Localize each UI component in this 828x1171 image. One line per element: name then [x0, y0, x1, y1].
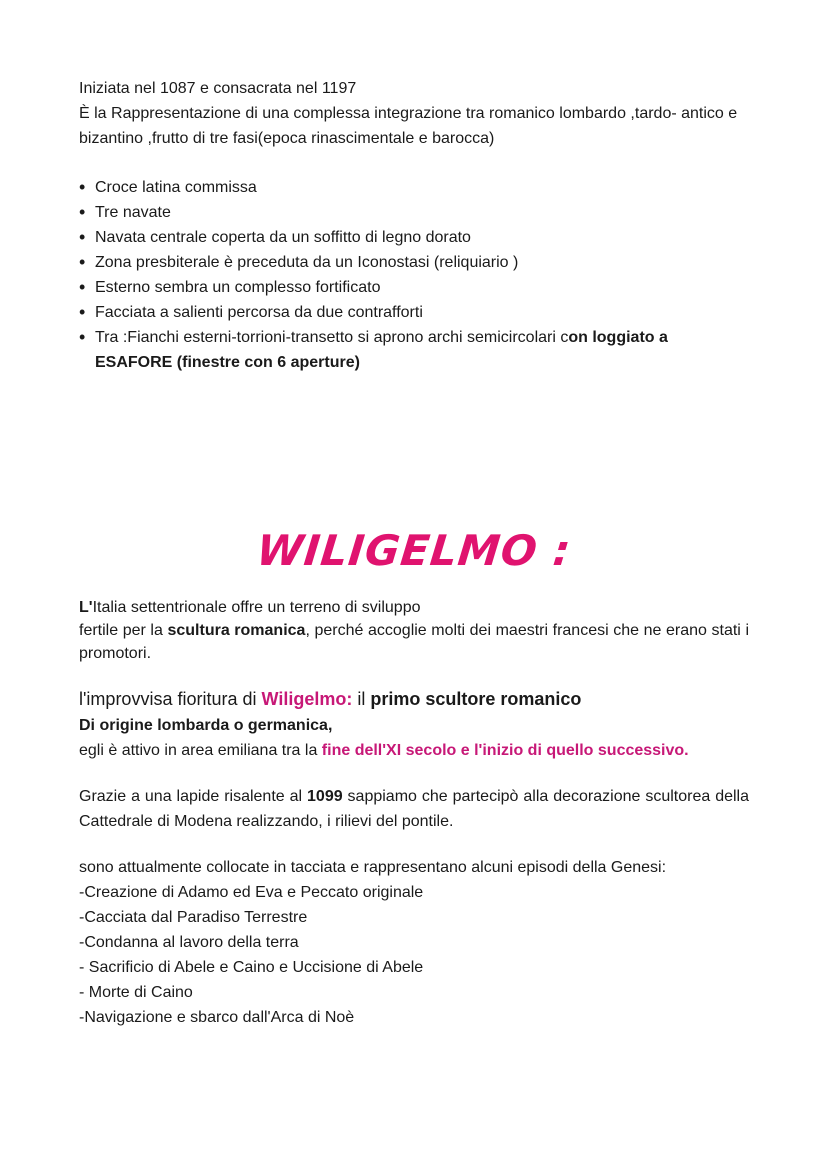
intro-paragraph: [79, 76, 749, 151]
intro-section: [79, 76, 749, 375]
feature-list: [79, 175, 749, 375]
text: il: [352, 689, 371, 709]
origin-text: Di origine lombarda o germanica,: [79, 717, 333, 734]
paragraph-italia: [79, 596, 749, 665]
list-item: -Cacciata dal Paradiso Terrestre: [79, 909, 308, 926]
paragraph-genesi: [79, 855, 749, 1030]
wiligelmo-section: [79, 596, 749, 1030]
intro-line-1: Iniziata nel 1087 e consacrata nel 1197: [79, 80, 357, 97]
list-item: • Facciata a salienti percorsa da due contrafforti: [79, 300, 749, 325]
bold-text: primo scultore romanico: [370, 689, 582, 709]
section-heading: WILIGELMO :: [254, 526, 574, 575]
paragraph-fioritura: [79, 687, 749, 763]
text: Grazie a una lapide risalente al: [79, 788, 308, 805]
list-item-text: Tra :Fianchi esterni-torrioni-transetto si aprono archi semicircolari c: [95, 329, 569, 346]
list-item: [79, 325, 749, 375]
highlight-period: fine dell'XI secolo e l'inizio di quello successivo.: [321, 742, 689, 759]
list-item: -Creazione di Adamo ed Eva e Peccato originale: [79, 884, 424, 901]
text: Italia settentrionale offre un terreno di sviluppo: [92, 599, 421, 616]
list-item: • Tre navate: [79, 200, 749, 225]
list-item: • Navata centrale coperta da un soffitto di legno dorato: [79, 225, 749, 250]
paragraph-lapide: [79, 784, 749, 834]
lead-text: l'improvvisa fioritura di: [79, 689, 262, 709]
text: sono attualmente collocate in tacciata e rappresentano alcuni episodi della Genesi:: [79, 859, 667, 876]
list-item: • Esterno sembra un complesso fortificato: [79, 275, 749, 300]
list-item: • Zona presbiterale è preceduta da un Iconostasi (reliquiario ): [79, 250, 749, 275]
list-item: - Sacrificio di Abele e Caino e Uccisione di Abele: [79, 959, 424, 976]
list-item: -Condanna al lavoro della terra: [79, 934, 299, 951]
text: fertile per la: [79, 622, 168, 639]
bold-year: 1099: [307, 788, 343, 805]
list-item: -Navigazione e sbarco dall'Arca di Noè: [79, 1009, 355, 1026]
text: egli è attivo in area emiliana tra la: [79, 742, 322, 759]
list-item: - Morte di Caino: [79, 984, 193, 1001]
intro-line-2: È la Rappresentazione di una complessa integrazione tra romanico lombardo ,tardo- antico e bizantino ,frutto di tre fasi(epoca rinascimentale e barocca): [79, 105, 738, 147]
bold-text: L': [79, 599, 93, 616]
text: sappiamo che partecipò alla decorazione scultorea della Cattedrale di Modena realizzando, i rilievi del pontile.: [79, 788, 749, 830]
list-item-bold: on loggiato a ESAFORE (finestre con 6 aperture): [95, 329, 668, 371]
bold-text: scultura romanica: [167, 622, 306, 639]
highlight-name: Wiligelmo:: [261, 689, 353, 709]
list-item: • Croce latina commissa: [79, 175, 749, 200]
text: , perché accoglie molti dei maestri francesi che ne erano stati i promotori.: [79, 622, 750, 662]
